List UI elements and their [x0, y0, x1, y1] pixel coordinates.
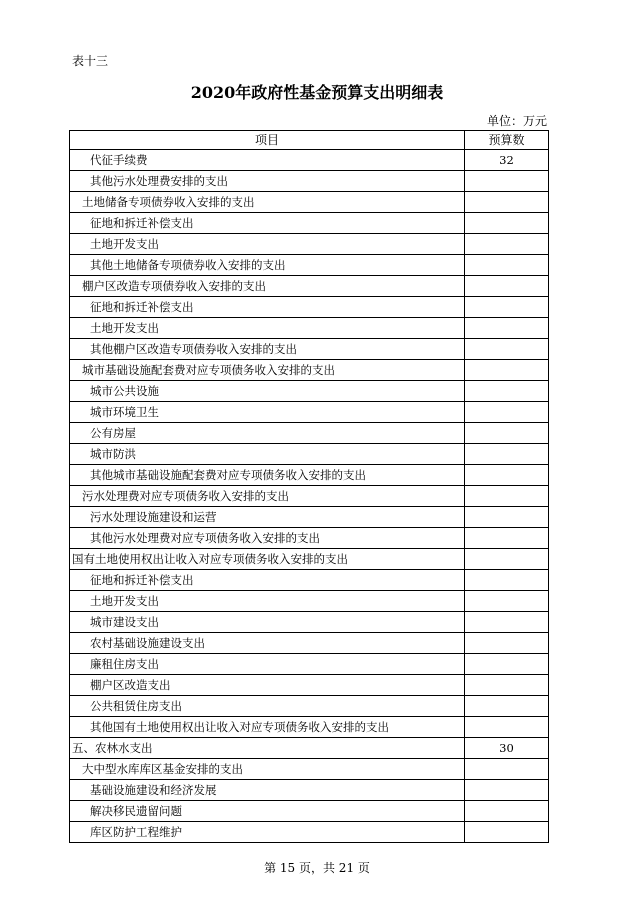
column-header-amount: 预算数: [465, 131, 549, 150]
table-row: [70, 318, 549, 339]
row-amount: [465, 717, 549, 738]
table-row: [70, 339, 549, 360]
row-item-name: 农村基础设施建设支出: [70, 633, 465, 654]
table-row: [70, 696, 549, 717]
table-row: [70, 297, 549, 318]
row-item-name: 征地和拆迁补偿支出: [70, 213, 465, 234]
table-row: [70, 528, 549, 549]
row-item-name: 土地开发支出: [70, 318, 465, 339]
table-row: [70, 276, 549, 297]
row-item-name: 城市建设支出: [70, 612, 465, 633]
table-row: [70, 633, 549, 654]
row-amount: [465, 759, 549, 780]
row-amount: [465, 801, 549, 822]
table-row: [70, 675, 549, 696]
table-row: [70, 822, 549, 843]
table-row: [70, 654, 549, 675]
table-row: [70, 171, 549, 192]
row-item-name: 国有土地使用权出让收入对应专项债务收入安排的支出: [70, 549, 465, 570]
table-row: [70, 612, 549, 633]
table-header-row: [70, 131, 549, 150]
row-item-name: 其他土地储备专项债券收入安排的支出: [70, 255, 465, 276]
row-item-name: 基础设施建设和经济发展: [70, 780, 465, 801]
row-amount: [465, 276, 549, 297]
table-row: [70, 591, 549, 612]
row-item-name: 征地和拆迁补偿支出: [70, 297, 465, 318]
row-item-name: 公有房屋: [70, 423, 465, 444]
table-row: [70, 570, 549, 591]
row-amount: 32: [465, 150, 549, 171]
row-item-name: 库区防护工程维护: [70, 822, 465, 843]
budget-table: [69, 130, 549, 843]
table-row: [70, 360, 549, 381]
table-row: [70, 444, 549, 465]
row-amount: [465, 549, 549, 570]
row-item-name: 土地开发支出: [70, 234, 465, 255]
table-row: [70, 780, 549, 801]
row-item-name: 代征手续费: [70, 150, 465, 171]
row-amount: [465, 570, 549, 591]
table-row: [70, 549, 549, 570]
row-amount: [465, 444, 549, 465]
row-item-name: 土地开发支出: [70, 591, 465, 612]
row-amount: [465, 486, 549, 507]
row-item-name: 城市防洪: [70, 444, 465, 465]
row-item-name: 公共租赁住房支出: [70, 696, 465, 717]
page-footer: 第 15 页，共 21 页: [264, 861, 370, 875]
row-item-name: 城市基础设施配套费对应专项债务收入安排的支出: [70, 360, 465, 381]
table-row: [70, 507, 549, 528]
row-amount: [465, 255, 549, 276]
table-row: [70, 192, 549, 213]
row-amount: [465, 318, 549, 339]
page-title: 2020年政府性基金预算支出明细表: [190, 83, 444, 102]
table-row: [70, 759, 549, 780]
table-row: [70, 234, 549, 255]
row-amount: [465, 591, 549, 612]
row-item-name: 解决移民遗留问题: [70, 801, 465, 822]
table-row: [70, 801, 549, 822]
unit-label: 单位：万元: [486, 114, 547, 128]
row-item-name: 大中型水库库区基金安排的支出: [70, 759, 465, 780]
row-amount: [465, 507, 549, 528]
row-amount: [465, 402, 549, 423]
row-amount: [465, 339, 549, 360]
table-row: [70, 150, 549, 171]
row-item-name: 其他污水处理费安排的支出: [70, 171, 465, 192]
row-amount: [465, 780, 549, 801]
table-row: [70, 465, 549, 486]
row-item-name: 征地和拆迁补偿支出: [70, 570, 465, 591]
row-item-name: 其他国有土地使用权出让收入对应专项债务收入安排的支出: [70, 717, 465, 738]
table-row: [70, 423, 549, 444]
table-row: [70, 717, 549, 738]
row-item-name: 城市公共设施: [70, 381, 465, 402]
table-row: [70, 213, 549, 234]
row-item-name: 廉租住房支出: [70, 654, 465, 675]
row-amount: [465, 612, 549, 633]
row-item-name: 城市环境卫生: [70, 402, 465, 423]
row-amount: [465, 675, 549, 696]
row-amount: [465, 213, 549, 234]
row-amount: [465, 381, 549, 402]
row-amount: [465, 822, 549, 843]
row-amount: [465, 528, 549, 549]
row-item-name: 污水处理设施建设和运营: [70, 507, 465, 528]
row-amount: [465, 171, 549, 192]
row-amount: [465, 297, 549, 318]
row-item-name: 五、农林水支出: [70, 738, 465, 759]
table-body: [70, 150, 549, 843]
table-row: [70, 738, 549, 759]
row-item-name: 其他棚户区改造专项债券收入安排的支出: [70, 339, 465, 360]
row-amount: [465, 465, 549, 486]
row-amount: [465, 192, 549, 213]
table-row: [70, 381, 549, 402]
row-item-name: 污水处理费对应专项债务收入安排的支出: [70, 486, 465, 507]
row-amount: [465, 633, 549, 654]
row-amount: [465, 234, 549, 255]
row-item-name: 其他城市基础设施配套费对应专项债务收入安排的支出: [70, 465, 465, 486]
table-row: [70, 486, 549, 507]
row-item-name: 土地储备专项债券收入安排的支出: [70, 192, 465, 213]
table-row: [70, 402, 549, 423]
row-amount: [465, 654, 549, 675]
row-item-name: 棚户区改造支出: [70, 675, 465, 696]
row-amount: [465, 696, 549, 717]
row-amount: 30: [465, 738, 549, 759]
column-header-item: 项目: [70, 131, 465, 150]
row-amount: [465, 423, 549, 444]
row-item-name: 棚户区改造专项债券收入安排的支出: [70, 276, 465, 297]
row-item-name: 其他污水处理费对应专项债务收入安排的支出: [70, 528, 465, 549]
row-amount: [465, 360, 549, 381]
table-row: [70, 255, 549, 276]
table-number-label: 表十三: [72, 54, 109, 68]
